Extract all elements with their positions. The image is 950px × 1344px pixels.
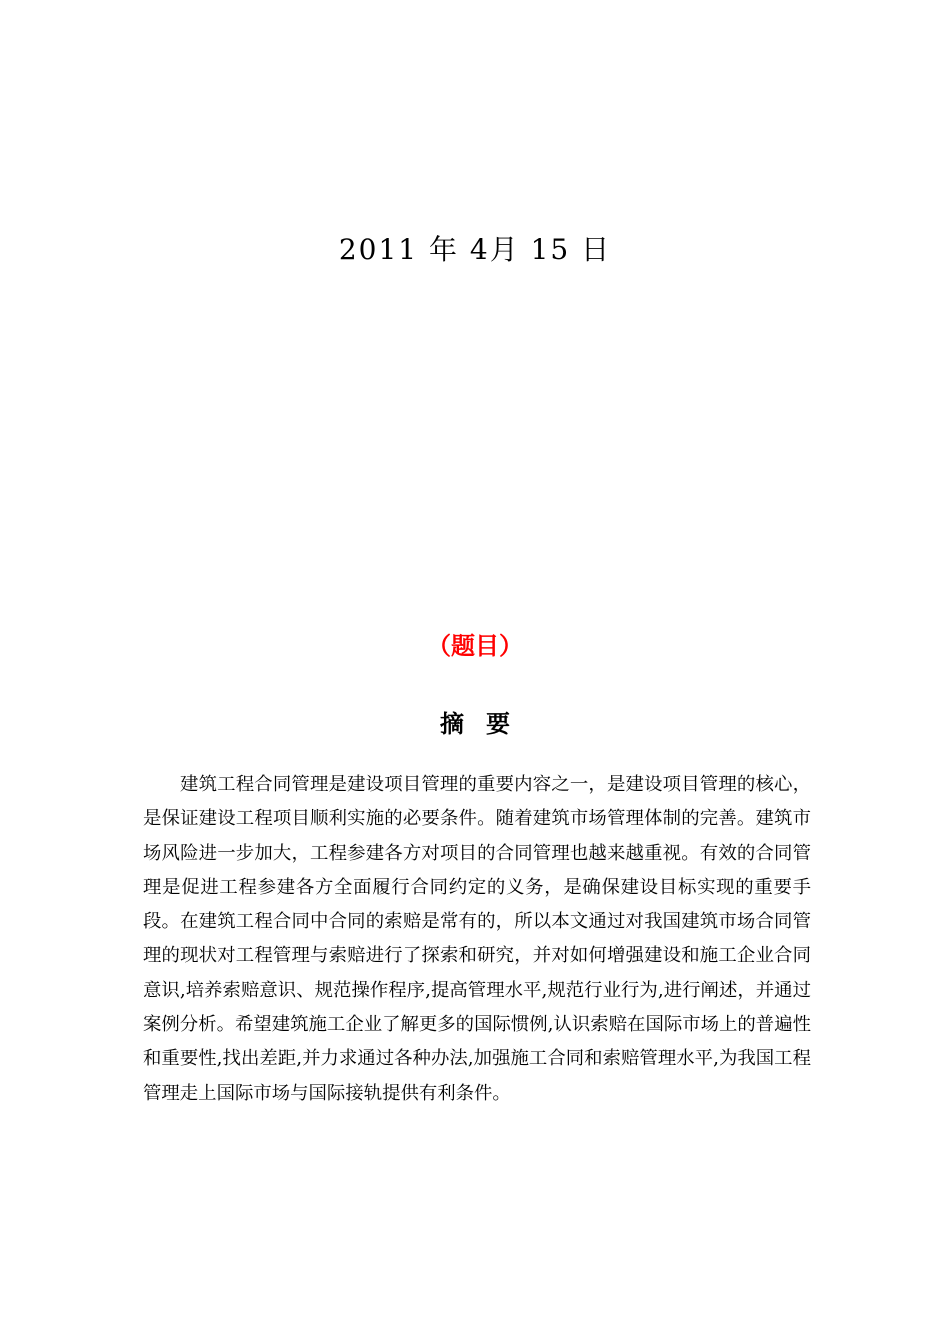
abstract-heading: 摘要 — [440, 710, 532, 738]
abstract-body: 建筑工程合同管理是建设项目管理的重要内容之一，是建设项目管理的核心，是保证建设工程项目顺利实施的必要条件。随着建筑市场管理体制的完善。建筑市场风险进一步加大，工程参建各方对项目的合同管理也越来越重视。有效的合同管理是促进工程参建各方全面履行合同约定的义务，是确保建设目标实现的重要手段。在建筑工程合同中合同的索赔是常有的，所以本文通过对我国建筑市场合同管理的现状对工程管理与索赔进行了探索和研究，并对如何增强建设和施工企业合同意识,培养索赔意识、规范操作程序,提高管理水平,规范行业行为,进行阐述，并通过案例分析。希望建筑施工企业了解更多的国际惯例,认识索赔在国际市场上的普遍性和重要性,找出差距,并力求通过各种办法,加强施工合同和索赔管理水平,为我国工程管理走上国际市场与国际接轨提供有利条件。 — [143, 774, 811, 1104]
title-placeholder: （题目） — [427, 632, 523, 660]
date-line: 2011 年 4月 15 日 — [338, 233, 612, 266]
